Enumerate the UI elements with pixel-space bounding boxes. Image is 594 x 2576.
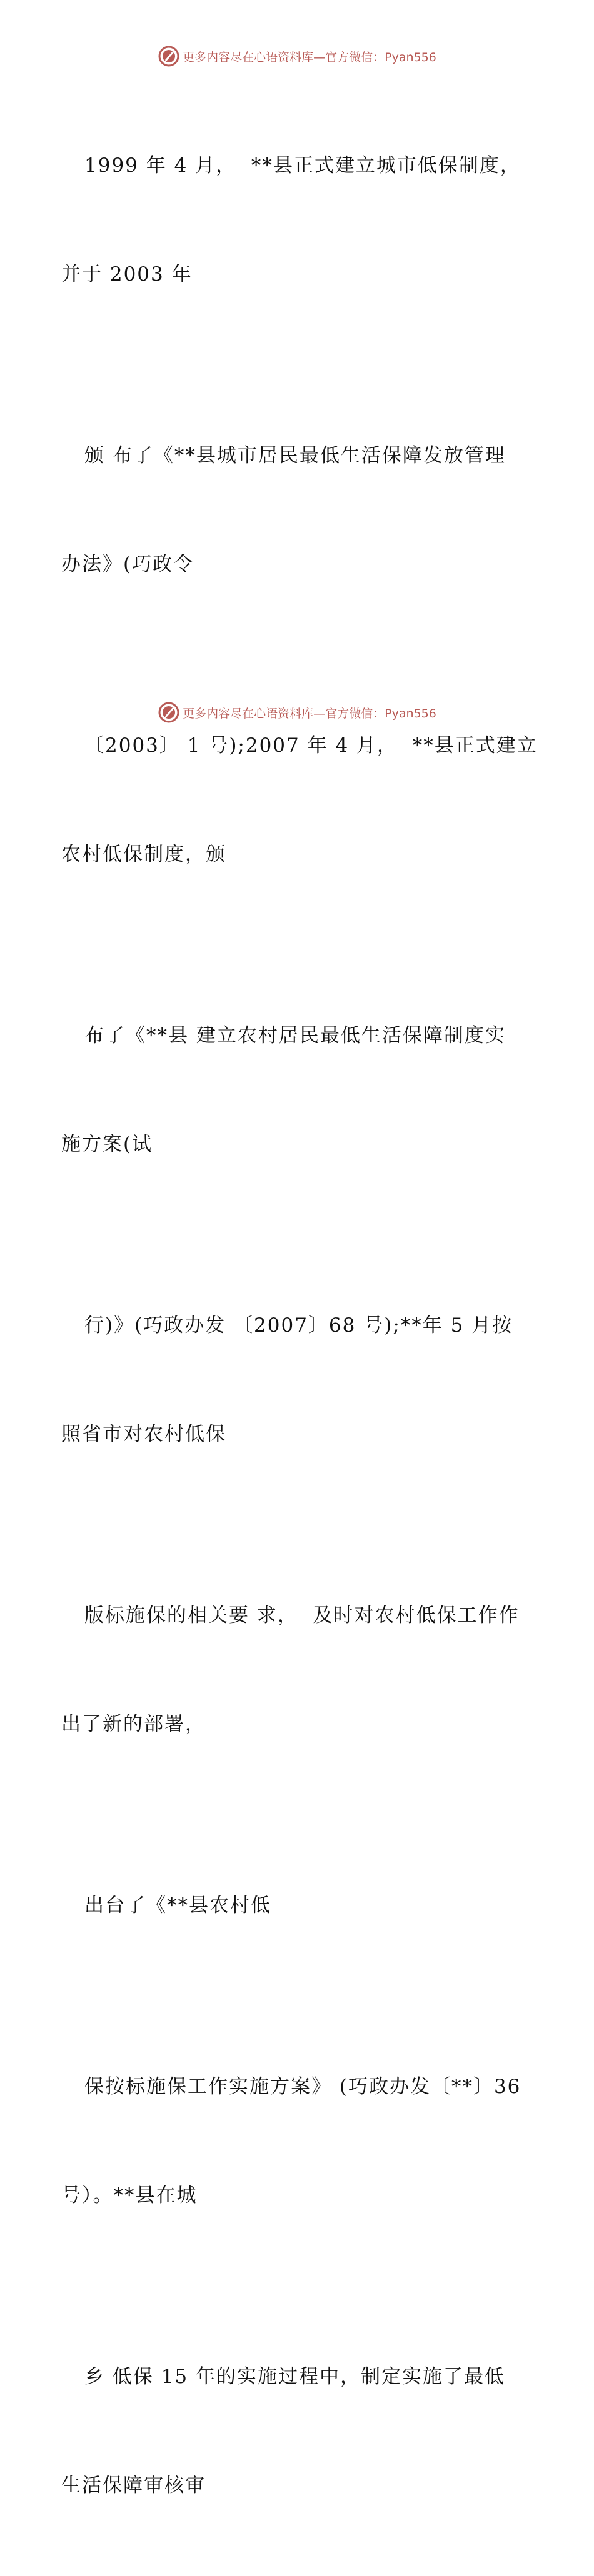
quill-seal-icon [158,45,180,67]
paragraph-line: 版标施保的相关要 求， 及时对农村低保工作作 [84,1604,520,1627]
paragraph-line: 颁 布了《**县城市居民最低生活保障发放管理 [84,444,506,467]
header-text: 更多内容尽在心语资料库—官方微信：Pyan556 [183,50,436,64]
paragraph-line: 行)》(巧政办发 〔2007〕68 号);**年 5 月按 [84,1314,513,1337]
paragraph-6 [61,1525,536,1815]
header-watermark [0,44,594,69]
paragraph-4 [61,945,536,1235]
paragraph-line: 号）。**县在城 [61,2184,198,2207]
footer-watermark [0,700,594,725]
paragraph-line: 出台了《**县农村低 [84,1894,271,1917]
paragraph-7 [61,1815,536,1996]
paragraph-line: 〔2003〕 1 号);2007 年 4 月， **县正式建立 [84,734,538,757]
paragraph-1 [61,75,536,365]
paragraph-line: 办法》(巧政令 [61,553,194,576]
footer-text: 更多内容尽在心语资料库—官方微信：Pyan556 [183,706,436,721]
paragraph-line: 农村低保制度，颁 [61,843,226,866]
paragraph-line: 并于 2003 年 [61,263,193,286]
paragraph-line: 1999 年 4 月， **县正式建立城市低保制度， [84,154,521,177]
document-body [61,75,536,2576]
quill-seal-icon [158,701,180,724]
paragraph-line: 照省市对农村低保 [61,1423,226,1445]
paragraph-line: 出了新的部署， [61,1713,206,1735]
paragraph-8 [61,1996,536,2286]
paragraph-9 [61,2286,536,2576]
paragraph-line: 布了《**县 建立农村居民最低生活保障制度实 [84,1024,506,1047]
paragraph-5 [61,1235,536,1525]
paragraph-line: 保按标施保工作实施方案》 (巧政办发〔**〕36 [84,2075,521,2098]
paragraph-line: 施方案(试 [61,1133,153,1156]
paragraph-3 [61,655,536,945]
paragraph-line: 乡 低保 15 年的实施过程中，制定实施了最低 [84,2365,506,2388]
paragraph-2 [61,365,536,655]
paragraph-line: 生活保障审核审 [61,2474,206,2497]
